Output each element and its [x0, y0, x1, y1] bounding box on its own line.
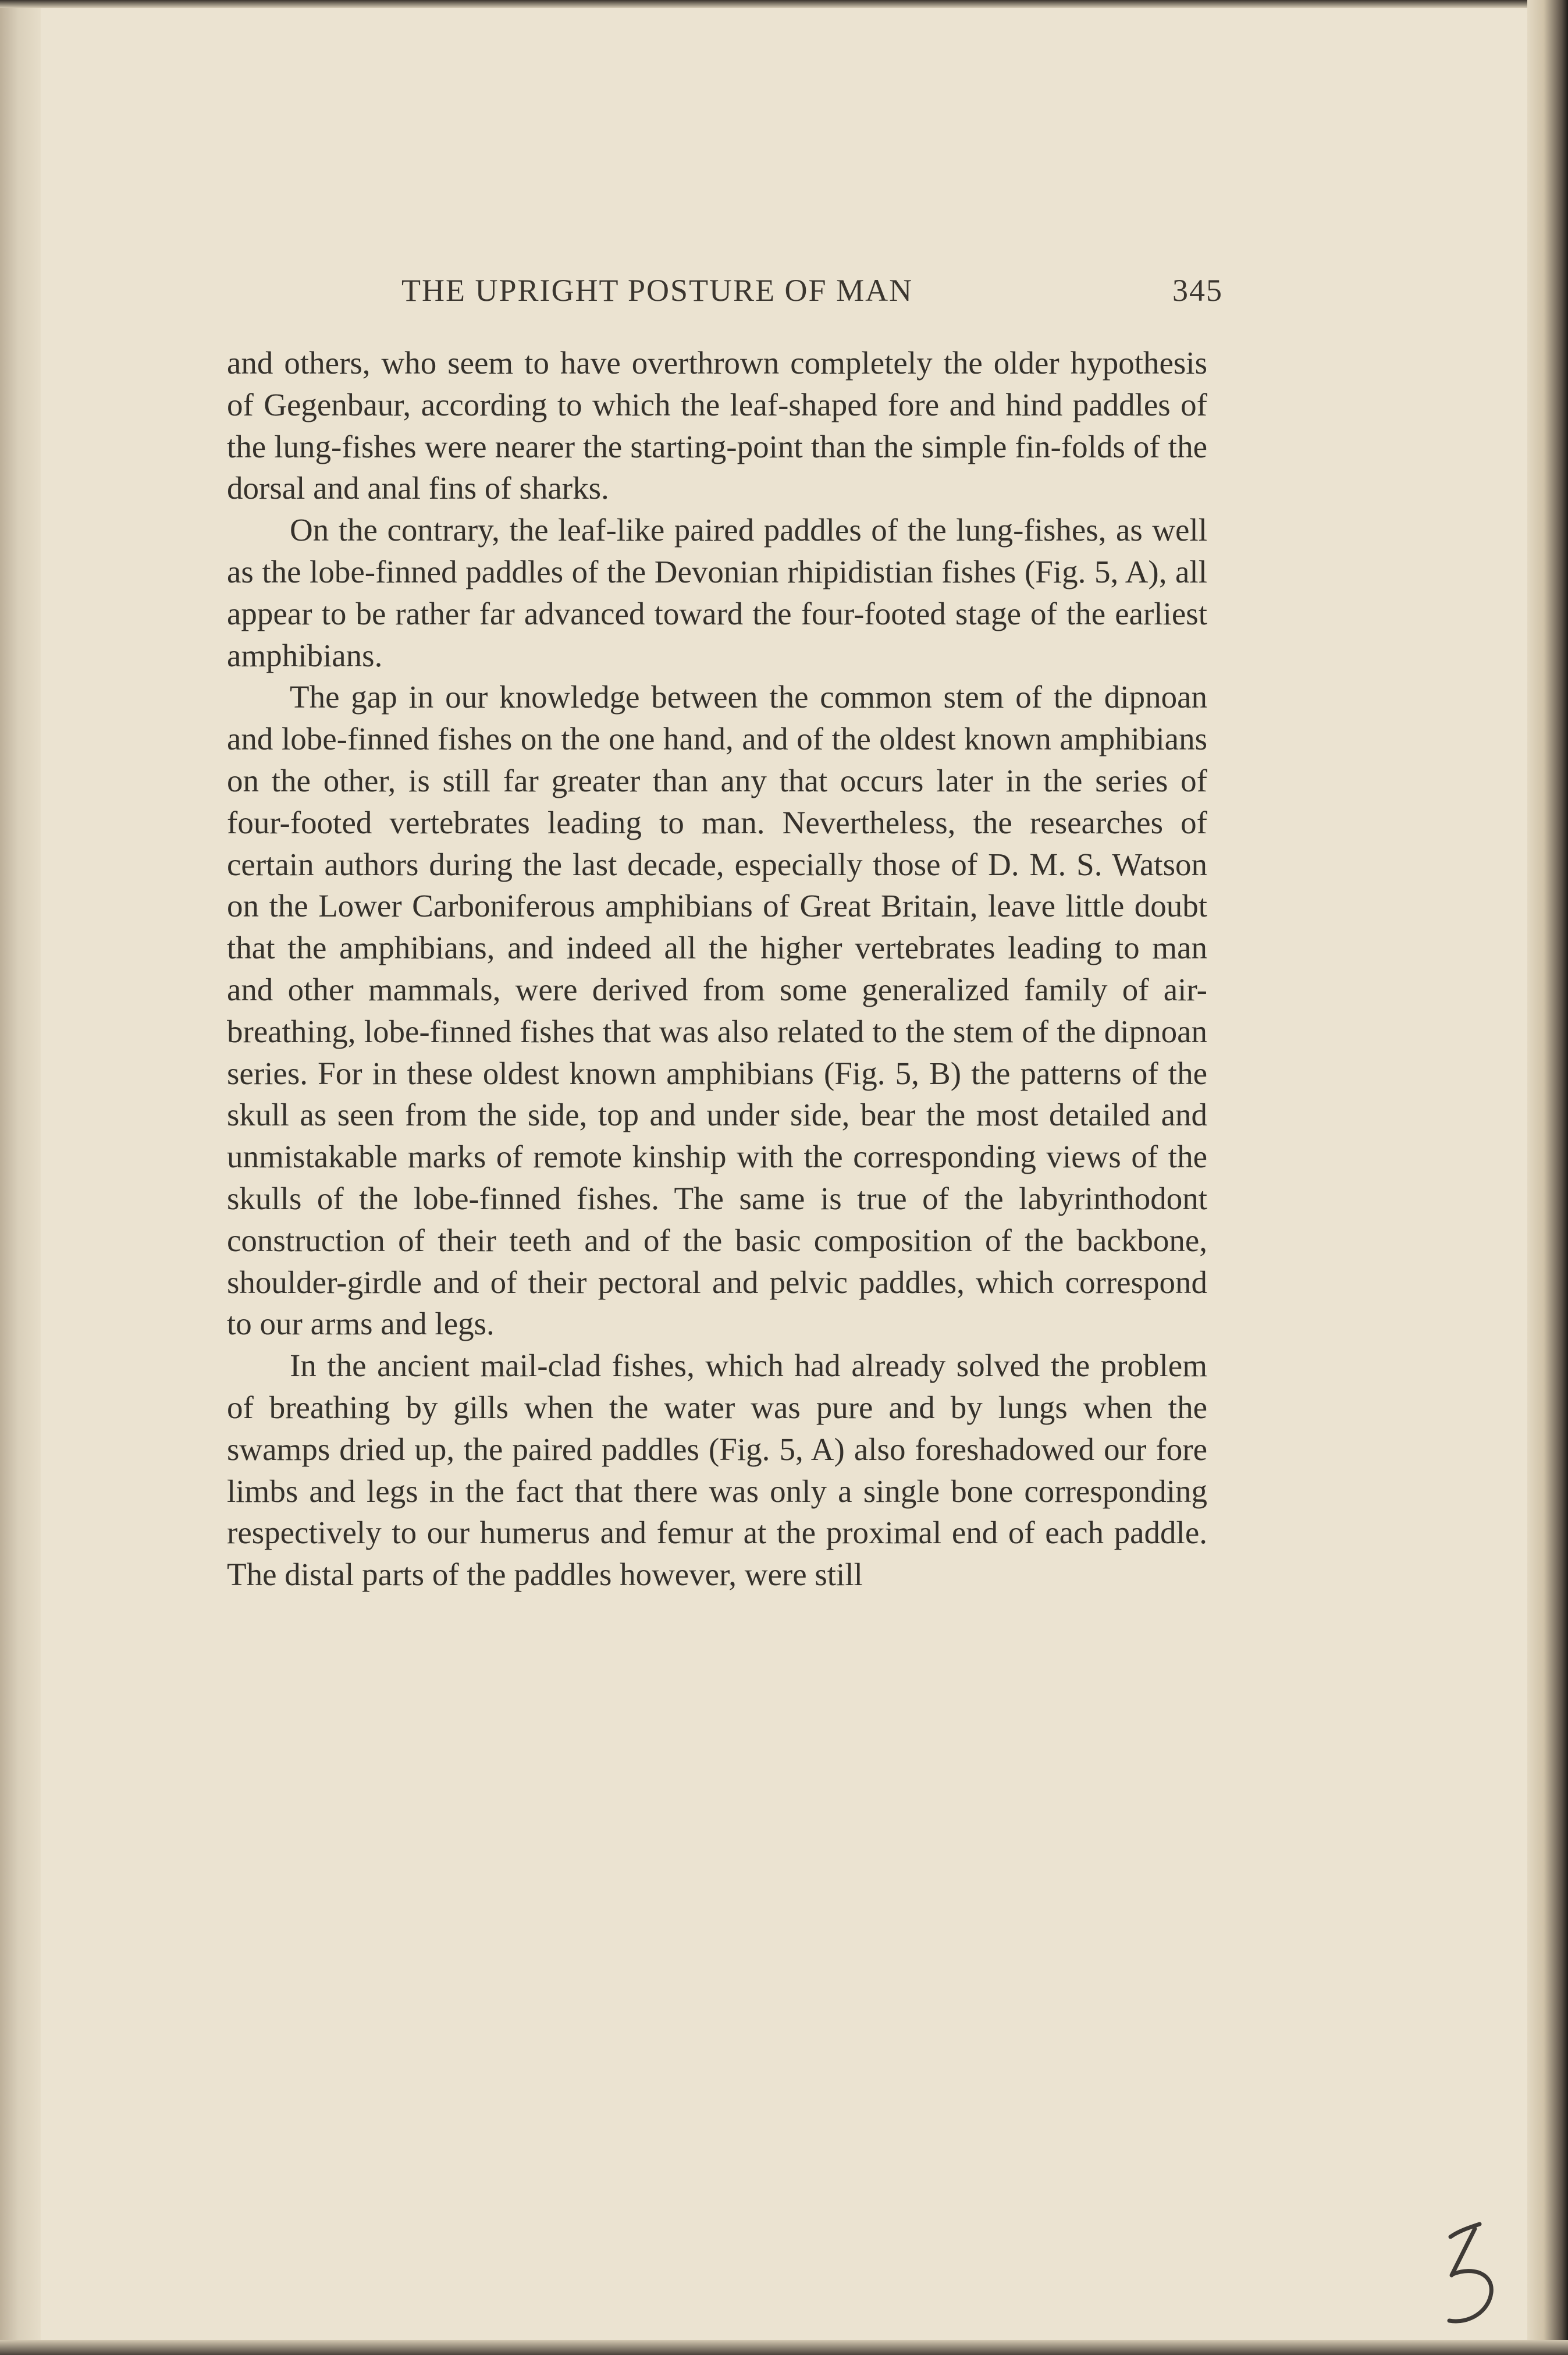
- running-head: [401, 272, 1223, 313]
- paragraph-3: The gap in our knowledge between the common stem of the dipnoan and lobe-finned fishes on the one hand, and of the oldest known amphibians on the other, is still far greater than any that occurs later in the series of four-footed vertebrates leading to man. Nevertheless, the researches of certain authors during the last decade, especially those of D. M. S. Watson on the Lower Carboniferous amphibians of Great Britain, leave little doubt that the amphibians, and indeed all the higher vertebrates leading to man and other mammals, were derived from some generalized family of air-breathing, lobe-finned fishes that was also related to the stem of the dipnoan series. For in these oldest known amphibians (Fig. 5, B) the patterns of the skull as seen from the side, top and under side, bear the most detailed and unmistakable marks of remote kinship with the corresponding views of the skulls of the lobe-finned fishes. The same is true of the labyrinthodont construction of their teeth and of the basic composition of the backbone, shoulder-girdle and of their pectoral and pelvic paddles, which correspond to our arms and legs.: [227, 679, 1207, 1342]
- handwritten-page-mark-icon: [1428, 2211, 1516, 2333]
- body-text: [227, 342, 1207, 1596]
- page-top-edge: [0, 0, 1568, 8]
- paragraph-2: On the contrary, the leaf-like paired paddles of the lung-fishes, as well as the lobe-finned paddles of the Devonian rhipidistian fishes (Fig. 5, A), all appear to be rather far advanced toward the four-footed stage of the earliest amphibians.: [227, 512, 1207, 673]
- running-title: THE UPRIGHT POSTURE OF MAN: [401, 273, 913, 308]
- page-number: 345: [1172, 273, 1223, 308]
- page-bottom-edge: [0, 2340, 1568, 2355]
- paragraph-1: and others, who seem to have overthrown completely the older hypothesis of Gegenbaur, according to which the leaf-shaped fore and hind paddles of the lung-fishes were nearer the starting-point than the simple fin-folds of the dorsal and anal fins of sharks.: [227, 345, 1207, 506]
- page-right-edge: [1527, 0, 1568, 2355]
- page-gutter: [0, 0, 41, 2355]
- paragraph-4: In the ancient mail-clad fishes, which had already solved the problem of breathing by gills when the water was pure and by lungs when the swamps dried up, the paired paddles (Fig. 5, A) also foreshadowed our fore limbs and legs in the fact that there was only a single bone corresponding respectively to our humerus and femur at the proximal end of each paddle. The distal parts of the paddles however, were still: [227, 1348, 1207, 1593]
